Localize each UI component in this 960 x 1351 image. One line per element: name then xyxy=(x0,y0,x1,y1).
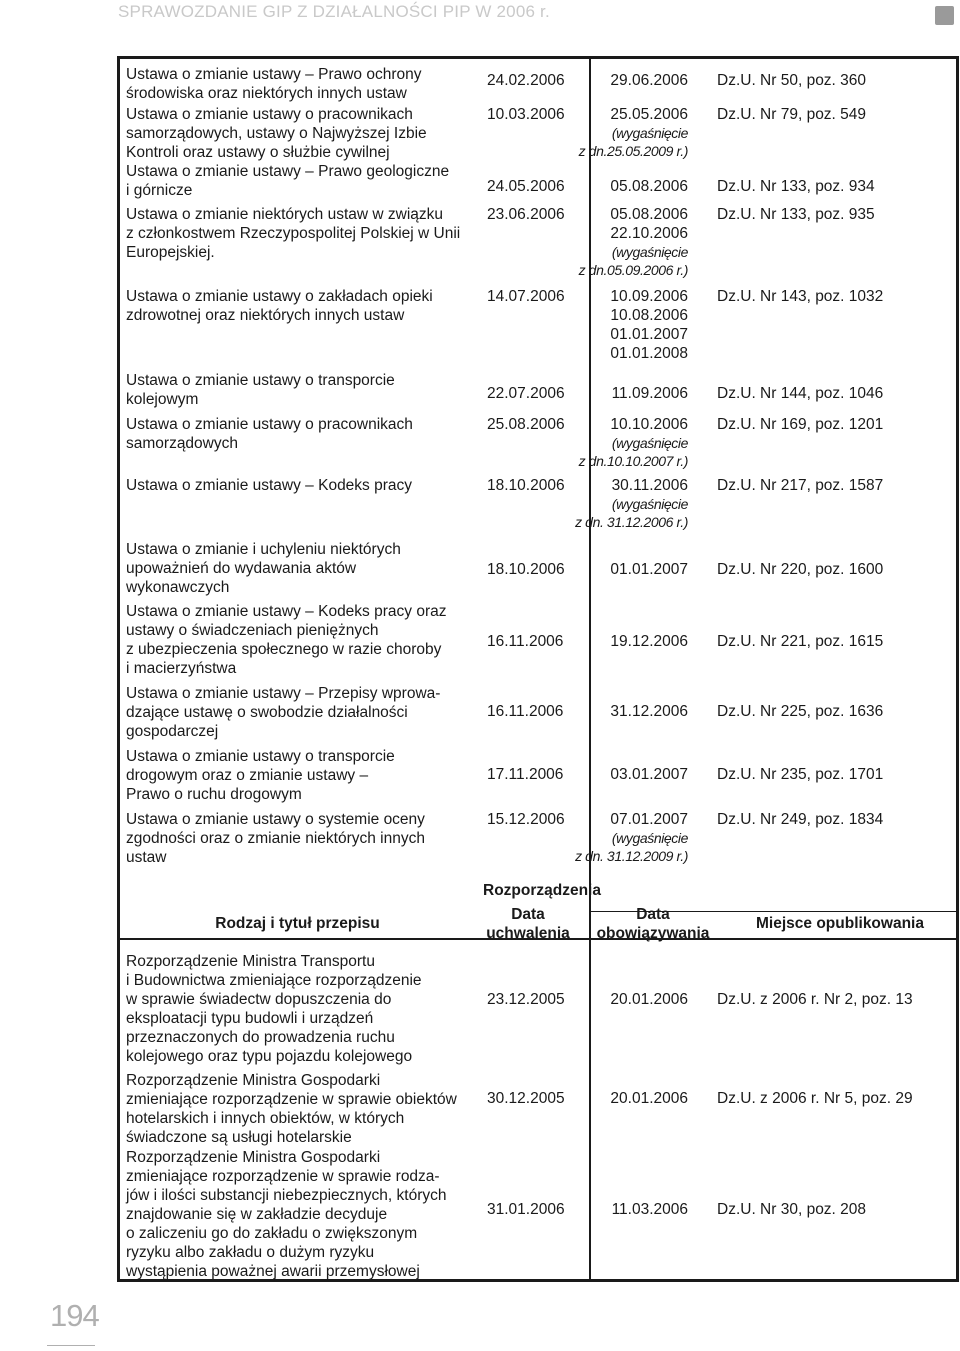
date-enacted: 18.10.2006 xyxy=(487,561,565,578)
act-title: i macierzyństwa xyxy=(126,660,237,677)
date-enacted: 16.11.2006 xyxy=(487,703,564,720)
column-header-enacted: uchwalenia xyxy=(486,925,570,942)
date-enacted: 23.06.2006 xyxy=(487,206,565,223)
date-effective: 01.01.2008 xyxy=(610,345,688,362)
act-title: jów i ilości substancji niebezpiecznych, których xyxy=(126,1187,447,1204)
date-effective: 10.10.2006 xyxy=(610,416,688,433)
date-enacted: 24.02.2006 xyxy=(487,72,565,89)
date-enacted: 24.05.2006 xyxy=(487,178,565,195)
act-title: Europejskiej. xyxy=(126,244,215,261)
publication-place: Dz.U. Nr 217, poz. 1587 xyxy=(717,477,884,494)
date-effective: 19.12.2006 xyxy=(610,633,688,650)
date-effective: (wygaśnięcie xyxy=(611,435,688,451)
page-header: SPRAWOZDANIE GIP Z DZIAŁALNOŚCI PIP W 2006 r. xyxy=(118,2,550,21)
date-enacted: 18.10.2006 xyxy=(487,477,565,494)
date-effective: 10.09.2006 xyxy=(610,288,688,305)
date-effective: 30.11.2006 xyxy=(611,477,688,494)
act-title: Kontroli oraz ustawy o służbie cywilnej xyxy=(126,144,390,161)
act-title: zdrowotnej oraz niektórych innych ustaw xyxy=(126,307,405,324)
column-header-title: Rodzaj i tytuł przepisu xyxy=(215,915,380,932)
date-effective: z dn. 31.12.2009 r.) xyxy=(575,848,688,864)
publication-place: Dz.U. Nr 249, poz. 1834 xyxy=(717,811,884,828)
date-enacted: 14.07.2006 xyxy=(487,288,565,305)
act-title: i górnicze xyxy=(126,182,193,199)
date-enacted: 22.07.2006 xyxy=(487,385,565,402)
act-title: Ustawa o zmianie ustawy o systemie oceny xyxy=(126,811,425,828)
column-header-effective: obowiązywania xyxy=(596,925,710,942)
date-effective: 25.05.2006 xyxy=(610,106,688,123)
date-effective: 05.08.2006 xyxy=(610,206,688,223)
act-title: Ustawa o zmianie ustawy – Kodeks pracy oraz xyxy=(126,603,447,620)
publication-place: Dz.U. Nr 225, poz. 1636 xyxy=(717,703,884,720)
act-title: gospodarczej xyxy=(126,723,219,740)
publication-place: Dz.U. Nr 30, poz. 208 xyxy=(717,1201,867,1218)
date-effective: 03.01.2007 xyxy=(610,766,688,783)
date-effective: (wygaśnięcie xyxy=(611,125,688,141)
act-title: samorządowych xyxy=(126,435,238,452)
act-title: Rozporządzenie Ministra Gospodarki xyxy=(126,1149,381,1166)
date-effective: (wygaśnięcie xyxy=(611,496,688,512)
date-effective: 01.01.2007 xyxy=(610,561,688,578)
act-title: ustawy o świadczeniach pieniężnych xyxy=(126,622,379,639)
publication-place: Dz.U. Nr 133, poz. 935 xyxy=(717,206,875,223)
act-title: znajdowanie się w zakładzie decyduje xyxy=(126,1206,388,1223)
date-enacted: 23.12.2005 xyxy=(487,991,565,1008)
act-title: świadczone są usługi hotelarskie xyxy=(126,1129,352,1146)
act-title: Ustawa o zmianie ustawy – Przepisy wprowa- xyxy=(126,685,441,702)
act-title: Ustawa o zmianie ustawy o pracownikach xyxy=(126,416,413,433)
act-title: ryzyku albo zakładu o dużym ryzyku xyxy=(126,1244,375,1261)
act-title: z członkostwem Rzeczypospolitej Polskiej w Unii xyxy=(126,225,461,242)
act-title: o zaliczeniu go do zakładu o zwiększonym xyxy=(126,1225,418,1242)
date-effective: (wygaśnięcie xyxy=(611,244,688,260)
date-effective: 29.06.2006 xyxy=(610,72,688,89)
act-title: i Budownictwa zmieniające rozporządzenie xyxy=(126,972,422,989)
act-title: Ustawa o zmianie ustawy – Prawo ochrony xyxy=(126,66,422,83)
date-effective: z dn.05.09.2006 r.) xyxy=(578,262,688,278)
act-title: Ustawa o zmianie i uchyleniu niektórych xyxy=(126,541,401,558)
publication-place: Dz.U. Nr 50, poz. 360 xyxy=(717,72,867,89)
act-title: Rozporządzenie Ministra Transportu xyxy=(126,953,375,970)
act-title: zmieniające rozporządzenie w sprawie rodza- xyxy=(126,1168,440,1185)
page-number: 194 xyxy=(50,1298,99,1333)
date-effective: z dn.10.10.2007 r.) xyxy=(578,453,688,469)
publication-place: Dz.U. Nr 220, poz. 1600 xyxy=(717,561,884,578)
act-title: kolejowym xyxy=(126,391,199,408)
act-title: dzające ustawę o swobodzie działalności xyxy=(126,704,408,721)
date-enacted: 17.11.2006 xyxy=(487,766,564,783)
act-title: z ubezpieczenia społecznego w razie choroby xyxy=(126,641,442,658)
date-effective: z dn. 31.12.2006 r.) xyxy=(575,514,688,530)
act-title: samorządowych, ustawy o Najwyższej Izbie xyxy=(126,125,427,142)
date-effective: (wygaśnięcie xyxy=(611,830,688,846)
corner-square-icon xyxy=(935,6,954,25)
date-effective: 11.09.2006 xyxy=(611,385,688,402)
column-header-publication: Miejsce opublikowania xyxy=(756,915,924,932)
act-title: Prawo o ruchu drogowym xyxy=(126,786,302,803)
date-enacted: 15.12.2006 xyxy=(487,811,565,828)
act-title: zgodności oraz o zmianie niektórych innych xyxy=(126,830,425,847)
act-title: upoważnień do wydawania aktów xyxy=(126,560,357,577)
page-number-rule xyxy=(47,1345,95,1346)
act-title: ustaw xyxy=(126,849,167,866)
act-title: wystąpienia poważnej awarii przemysłowej xyxy=(126,1263,420,1280)
act-title: eksploatacji typu budowli i urządzeń xyxy=(126,1010,374,1027)
act-title: Ustawa o zmianie ustawy – Kodeks pracy xyxy=(126,477,413,494)
act-title: Ustawa o zmianie ustawy – Prawo geologiczne xyxy=(126,163,450,180)
act-title: Ustawa o zmianie ustawy o transporcie xyxy=(126,372,395,389)
publication-place: Dz.U. Nr 133, poz. 934 xyxy=(717,178,875,195)
act-title: zmieniające rozporządzenie w sprawie obiektów xyxy=(126,1091,457,1108)
publication-place: Dz.U. Nr 235, poz. 1701 xyxy=(717,766,884,783)
publication-place: Dz.U. Nr 169, poz. 1201 xyxy=(717,416,884,433)
date-effective: 10.08.2006 xyxy=(610,307,688,324)
section-group-label: Rozporządzenia xyxy=(483,882,601,899)
date-enacted: 16.11.2006 xyxy=(487,633,564,650)
date-enacted: 25.08.2006 xyxy=(487,416,565,433)
column-header-enacted: Data xyxy=(511,906,545,923)
date-enacted: 31.01.2006 xyxy=(487,1201,565,1218)
date-effective: 11.03.2006 xyxy=(611,1201,688,1218)
date-effective: 05.08.2006 xyxy=(610,178,688,195)
publication-place: Dz.U. Nr 144, poz. 1046 xyxy=(717,385,884,402)
date-effective: z dn.25.05.2009 r.) xyxy=(578,143,688,159)
act-title: drogowym oraz o zmianie ustawy – xyxy=(126,767,369,784)
publication-place: Dz.U. z 2006 r. Nr 5, poz. 29 xyxy=(717,1090,913,1107)
legislation-table xyxy=(117,56,959,1282)
act-title: hotelarskich i innych obiektów, w których xyxy=(126,1110,405,1127)
date-enacted: 30.12.2005 xyxy=(487,1090,565,1107)
date-enacted: 10.03.2006 xyxy=(487,106,565,123)
act-title: Ustawa o zmianie niektórych ustaw w związku xyxy=(126,206,444,223)
act-title: Ustawa o zmianie ustawy o zakładach opieki xyxy=(126,288,433,305)
act-title: Ustawa o zmianie ustawy o pracownikach xyxy=(126,106,413,123)
date-effective: 22.10.2006 xyxy=(610,225,688,242)
date-effective: 20.01.2006 xyxy=(610,991,688,1008)
date-effective: 07.01.2007 xyxy=(610,811,688,828)
act-title: wykonawczych xyxy=(126,579,230,596)
act-title: Ustawa o zmianie ustawy o transporcie xyxy=(126,748,395,765)
date-effective: 20.01.2006 xyxy=(610,1090,688,1107)
publication-place: Dz.U. Nr 221, poz. 1615 xyxy=(717,633,884,650)
column-header-effective: Data xyxy=(636,906,670,923)
publication-place: Dz.U. Nr 143, poz. 1032 xyxy=(717,288,884,305)
act-title: środowiska oraz niektórych innych ustaw xyxy=(126,85,407,102)
act-title: Rozporządzenie Ministra Gospodarki xyxy=(126,1072,381,1089)
act-title: kolejowego oraz typu pojazdu kolejowego xyxy=(126,1048,413,1065)
column-divider xyxy=(589,59,591,1279)
date-effective: 31.12.2006 xyxy=(610,703,688,720)
act-title: w sprawie świadectw dopuszczenia do xyxy=(126,991,392,1008)
publication-place: Dz.U. z 2006 r. Nr 2, poz. 13 xyxy=(717,991,913,1008)
date-effective: 01.01.2007 xyxy=(610,326,688,343)
publication-place: Dz.U. Nr 79, poz. 549 xyxy=(717,106,867,123)
act-title: przeznaczonych do prowadzenia ruchu xyxy=(126,1029,395,1046)
